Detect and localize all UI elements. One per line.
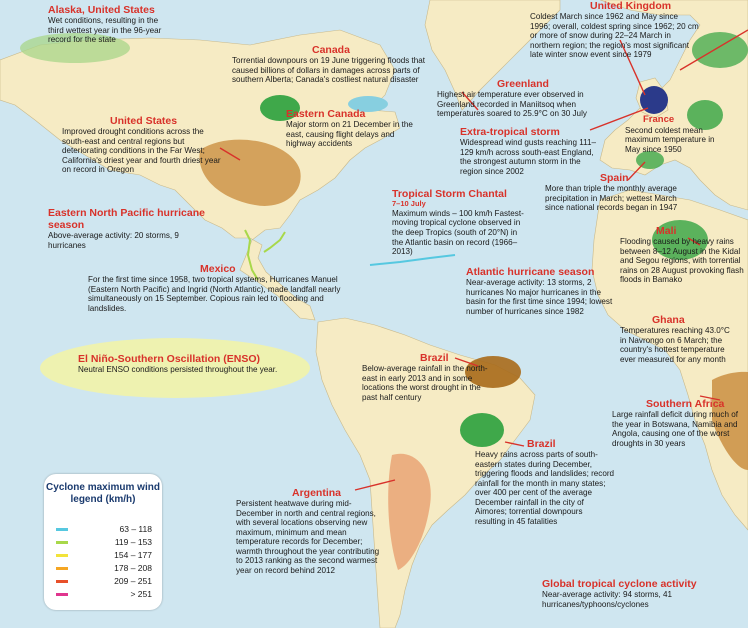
annotation-usa bbox=[62, 115, 222, 175]
annotation-enp bbox=[48, 207, 208, 250]
annotation-ghana bbox=[620, 314, 738, 364]
annotation-extratropical bbox=[460, 126, 605, 176]
annotation-brazil-se bbox=[475, 438, 615, 526]
legend-item bbox=[56, 563, 156, 574]
argentina-title: Argentina bbox=[292, 487, 342, 499]
legend-item bbox=[56, 524, 156, 535]
legend-title: Cyclone maximum wind legend (km/h) bbox=[46, 482, 160, 505]
legend-range: 209 – 251 bbox=[114, 576, 152, 586]
annotation-france bbox=[625, 115, 730, 155]
brazil-ne-body: Below-average rainfall in the north-east in early 2013 and in some locations the worst drought in the past half century bbox=[362, 364, 488, 402]
canada-body: Torrential downpours on 19 June triggering floods that caused billions of dollars in damages across parts of southern Alberta; Canada's costliest natural disaster bbox=[232, 56, 426, 85]
annotation-southern-africa bbox=[612, 398, 748, 448]
annotation-alaska bbox=[48, 4, 166, 45]
eastern-canada-body: Major storm on 21 December in the east, causing flight delays and highway accidents bbox=[286, 120, 413, 149]
annotation-canada bbox=[232, 44, 442, 85]
legend-item bbox=[56, 537, 156, 548]
canada-title: Canada bbox=[312, 44, 350, 56]
legend-swatch bbox=[56, 580, 68, 583]
legend-swatch bbox=[56, 567, 68, 570]
extratropical-body: Widespread wind gusts reaching 111–129 km/h across south-east England, the strongest autumn storm in the region since 2002 bbox=[460, 138, 597, 176]
greenland-title: Greenland bbox=[497, 78, 549, 90]
annotation-brazil-ne bbox=[362, 352, 492, 402]
legend-range: > 251 bbox=[130, 589, 152, 599]
spain-body: More than triple the monthly average precipitation in March; wettest March since national records began in 1947 bbox=[545, 184, 678, 213]
chantal-dates: 7–10 July bbox=[392, 199, 426, 209]
france-body: Second coldest mean maximum temperature in May since 1950 bbox=[625, 125, 715, 155]
annotation-spain bbox=[545, 172, 680, 213]
brazil-se-title: Brazil bbox=[527, 438, 556, 450]
legend-swatch bbox=[56, 541, 68, 544]
annotation-atlantic bbox=[466, 266, 616, 316]
spain-title: Spain bbox=[600, 172, 629, 184]
france-title: France bbox=[643, 114, 675, 125]
brazil-ne-title: Brazil bbox=[420, 352, 449, 364]
chantal-body: Maximum winds – 100 km/h Fastest-moving tropical cyclone observed in the deep Tropics (south of 20°N) in the Atlantic basin on record (1966–2013) bbox=[392, 208, 524, 257]
annotation-eastern-canada bbox=[286, 108, 426, 149]
atlantic-body: Near-average activity: 13 storms, 2 hurricanes No major hurricanes in the basin for the first time since 1994; lowest number of hurricanes since 1982 bbox=[466, 278, 613, 316]
legend-item bbox=[56, 576, 156, 587]
eastern-canada-title: Eastern Canada bbox=[286, 108, 366, 120]
global-tc-body: Near-average activity: 94 storms, 41 hurricanes/typhoons/cyclones bbox=[542, 590, 673, 609]
southern-africa-title: Southern Africa bbox=[646, 398, 725, 410]
ghana-title: Ghana bbox=[652, 314, 685, 326]
global-tc-title: Global tropical cyclone activity bbox=[542, 578, 697, 590]
enso-title: El Niño-Southern Oscillation (ENSO) bbox=[78, 353, 261, 365]
annotation-uk bbox=[530, 0, 700, 60]
uk-title: United Kingdom bbox=[590, 0, 672, 12]
alaska-title: Alaska, United States bbox=[48, 4, 155, 16]
annotation-mali bbox=[620, 225, 748, 285]
annotation-chantal bbox=[392, 188, 527, 257]
annotation-argentina bbox=[236, 487, 386, 575]
argentina-body: Persistent heatwave during mid-December in north and central regions, with several locations observing new maximum, minimum and mean temperature records for December; warmth throughout the year contributing to 2013 ranking as the second warmest year on record behind 2012 bbox=[236, 499, 380, 575]
legend-swatch bbox=[56, 528, 68, 531]
annotation-enso bbox=[78, 353, 328, 375]
legend-range: 119 – 153 bbox=[114, 537, 152, 547]
enp-title: Eastern North Pacific hurricane season bbox=[48, 207, 205, 232]
annotation-global-tc bbox=[542, 578, 742, 609]
legend-range: 154 – 177 bbox=[114, 550, 152, 560]
mexico-title: Mexico bbox=[200, 263, 236, 275]
alaska-body: Wet conditions, resulting in the third wettest year in the 96-year record for the state bbox=[48, 16, 162, 45]
greenland-body: Highest air temperature ever observed in Greenland recorded in Maniitsoq when temperatures soared to 25.9°C on 30 July bbox=[437, 90, 587, 119]
annotation-mexico bbox=[88, 263, 350, 313]
brazil-se-body: Heavy rains across parts of south-eastern states during December, triggering floods and landslides; record rainfall for the month in many states; over 400 per cent of the average December rainfall in the city of Aimores; torrential downpours resulting in 45 fatalities bbox=[475, 450, 615, 526]
legend-range: 178 – 208 bbox=[114, 563, 152, 573]
legend-swatch bbox=[56, 554, 68, 557]
enp-body: Above-average activity: 20 storms, 9 hurricanes bbox=[48, 231, 179, 250]
enso-body: Neutral ENSO conditions persisted throughout the year. bbox=[78, 365, 278, 375]
uk-body: Coldest March since 1962 and May since 1996; overall, coldest spring since 1962; 20 cm or more of snow during 22–24 March in northern region; the region's most significant late winter snow event since 1979 bbox=[530, 12, 699, 60]
europe-north-region bbox=[692, 32, 748, 68]
legend-item bbox=[56, 550, 156, 561]
extratropical-title: Extra-tropical storm bbox=[460, 126, 560, 138]
legend-item bbox=[56, 589, 156, 600]
usa-body: Improved drought conditions across the south-east and central regions but deteriorating conditions in the Far West; California's driest year and fourth driest year on record in Oregon bbox=[62, 127, 221, 175]
mexico-body: For the first time since 1958, two tropical systems, Hurricanes Manuel (Eastern North Pacific) and Ingrid (North Atlantic), made landfall nearly simultaneously on 15 September. Copious rain led to flooding and landslides. bbox=[88, 275, 341, 313]
southern-africa-body: Large rainfall deficit during much of the year in Botswana, Namibia and Angola, causing one of the worst droughts in 30 years bbox=[612, 410, 738, 448]
mali-body: Flooding caused by heavy rains between 8–12 August in the Kidal and Segou regions, with torrential rains on 28 August provoking flash floods in Bamako bbox=[620, 237, 744, 285]
ghana-body: Temperatures reaching 43.0°C in Navrongo on 6 March; the country's hottest temperature ever measured for any month bbox=[620, 326, 730, 364]
cyclone-wind-legend bbox=[44, 474, 162, 610]
chantal-title: Tropical Storm Chantal bbox=[392, 188, 507, 200]
legend-range: 63 – 118 bbox=[119, 524, 152, 534]
mali-title: Mali bbox=[656, 225, 677, 237]
legend-swatch bbox=[56, 593, 68, 596]
annotation-greenland bbox=[437, 78, 622, 119]
usa-title: United States bbox=[110, 115, 178, 127]
atlantic-title: Atlantic hurricane season bbox=[466, 266, 595, 278]
